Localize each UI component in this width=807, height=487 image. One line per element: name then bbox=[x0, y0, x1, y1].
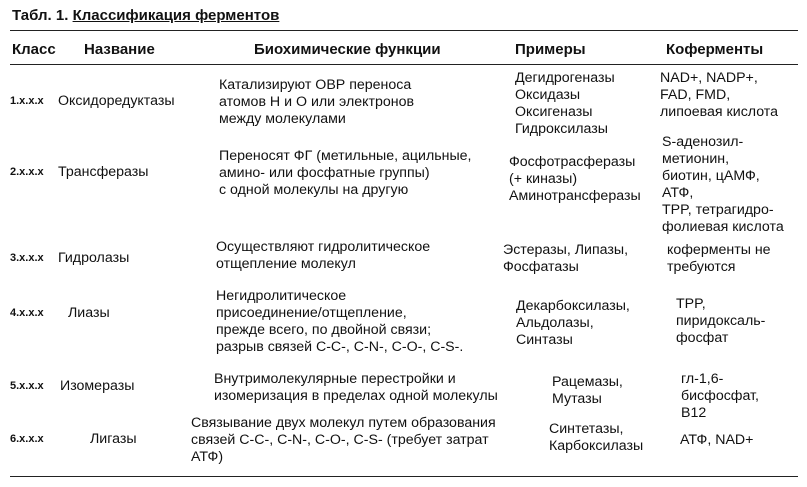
row-5-name: Изомеразы bbox=[60, 378, 135, 394]
coenzyme-line: TPP, тетрагидро- bbox=[662, 202, 774, 218]
example-line: Дегидрогеназы bbox=[515, 70, 615, 86]
header-functions: Биохимические функции bbox=[254, 41, 441, 58]
coenzyme-line: S-аденозил- bbox=[662, 134, 744, 150]
row-5-examples bbox=[552, 374, 623, 408]
row-4-examples bbox=[516, 298, 630, 349]
row-6-function bbox=[191, 415, 496, 466]
coenzyme-line: пиридоксаль- bbox=[676, 313, 766, 329]
function-line: между молекулами bbox=[219, 111, 346, 127]
function-line: прежде всего, по двойной связи; bbox=[216, 322, 432, 338]
coenzyme-line: фолиевая кислота bbox=[662, 219, 784, 235]
row-5-code: 5.x.x.x bbox=[10, 380, 44, 392]
row-6-code: 6.x.x.x bbox=[10, 433, 44, 445]
function-line: с одной молекулы на другую bbox=[219, 182, 409, 198]
header-coenzymes: Коферменты bbox=[666, 41, 764, 58]
function-line: Связывание двух молекул путем образования bbox=[191, 415, 496, 431]
coenzyme-line: гл-1,6- bbox=[681, 371, 724, 387]
row-5-function bbox=[214, 371, 498, 405]
example-line: Альдолазы, bbox=[516, 315, 594, 331]
row-2-name: Трансферазы bbox=[58, 164, 149, 180]
row-4-coenzymes bbox=[676, 296, 765, 347]
function-line: Переносят ФГ (метильные, ацильные, bbox=[219, 148, 472, 164]
coenzyme-line: NAD+, NADP+, bbox=[660, 70, 758, 86]
example-line: Рацемазы, bbox=[552, 374, 623, 390]
function-line: присоединение/отщепление, bbox=[216, 305, 407, 321]
example-line: Мутазы bbox=[552, 391, 602, 407]
row-3-function bbox=[216, 239, 430, 273]
example-line: Оксигеназы bbox=[515, 104, 593, 120]
row-3-coenzymes bbox=[667, 242, 771, 276]
row-5-coenzymes bbox=[681, 371, 759, 422]
row-3-code: 3.x.x.x bbox=[10, 252, 44, 264]
coenzyme-line: FAD, FMD, bbox=[660, 87, 731, 103]
coenzyme-line: требуются bbox=[667, 259, 736, 275]
function-line: АТФ) bbox=[191, 449, 224, 465]
example-line: Синтазы bbox=[516, 332, 573, 348]
header-top-rule bbox=[10, 30, 798, 31]
coenzyme-line: фосфат bbox=[676, 330, 729, 346]
row-1-coenzymes bbox=[660, 70, 778, 121]
row-1-examples bbox=[515, 70, 615, 138]
function-line: Негидролитическое bbox=[216, 288, 347, 304]
row-3-examples bbox=[503, 242, 628, 276]
row-2-code: 2.x.x.x bbox=[10, 166, 44, 178]
table-label: Табл. 1. bbox=[12, 7, 69, 24]
coenzyme-line: В12 bbox=[681, 405, 707, 421]
row-4-code: 4.x.x.x bbox=[10, 307, 44, 319]
header-bottom-rule bbox=[10, 64, 798, 65]
example-line: Эстеразы, Липазы, bbox=[503, 242, 629, 258]
coenzyme-line: TPP, bbox=[676, 296, 706, 312]
example-line: (+ киназы) bbox=[509, 171, 578, 187]
table-title bbox=[12, 7, 279, 24]
row-1-name: Оксидоредуктазы bbox=[58, 93, 175, 109]
example-line: Синтетазы, bbox=[549, 421, 624, 437]
header-name: Название bbox=[84, 41, 155, 58]
header-class: Класс bbox=[12, 41, 56, 58]
coenzyme-line: АТФ, NAD+ bbox=[680, 432, 754, 448]
coenzyme-line: АТФ, bbox=[662, 185, 694, 201]
row-6-name: Лигазы bbox=[90, 431, 137, 447]
row-4-function bbox=[216, 288, 463, 356]
function-line: Внутримолекулярные перестройки и bbox=[214, 371, 456, 387]
coenzyme-line: метионин, bbox=[662, 151, 730, 167]
function-line: амино- или фосфатные группы) bbox=[219, 165, 430, 181]
example-line: Оксидазы bbox=[515, 87, 581, 103]
table-bottom-rule bbox=[10, 476, 798, 477]
function-line: разрыв связей С-С-, С-N-, С-О-, С-S-. bbox=[216, 339, 464, 355]
row-6-coenzymes bbox=[680, 432, 753, 449]
coenzyme-line: липоевая кислота bbox=[660, 104, 779, 120]
example-line: Гидроксилазы bbox=[515, 121, 608, 137]
row-3-name: Гидролазы bbox=[58, 250, 130, 266]
function-line: атомов Н и О или электронов bbox=[219, 94, 415, 110]
row-2-function bbox=[219, 148, 472, 199]
function-line: Осуществляют гидролитическое bbox=[216, 239, 431, 255]
row-1-code: 1.x.x.x bbox=[10, 95, 44, 107]
example-line: Декарбоксилазы, bbox=[516, 298, 630, 314]
coenzyme-line: биотин, цАМФ, bbox=[662, 168, 760, 184]
function-line: Катализируют ОВР переноса bbox=[219, 77, 412, 93]
row-6-examples bbox=[549, 421, 643, 455]
example-line: Аминотрансферазы bbox=[509, 188, 641, 204]
coenzyme-line: коферменты не bbox=[667, 242, 771, 258]
example-line: Фосфатазы bbox=[503, 259, 579, 275]
function-line: связей С-С-, С-N-, С-О-, С-S- (требует затрат bbox=[191, 432, 489, 448]
row-2-examples bbox=[509, 154, 641, 205]
example-line: Фосфотрасферазы bbox=[509, 154, 636, 170]
table-caption: Классификация ферментов bbox=[72, 7, 280, 24]
function-line: изомеризация в пределах одной молекулы bbox=[214, 388, 498, 404]
row-2-coenzymes bbox=[662, 134, 784, 236]
header-examples: Примеры bbox=[515, 41, 586, 58]
example-line: Карбоксилазы bbox=[549, 438, 644, 454]
row-4-name: Лиазы bbox=[68, 305, 110, 321]
function-line: отщепление молекул bbox=[216, 256, 356, 272]
coenzyme-line: бисфосфат, bbox=[681, 388, 759, 404]
row-1-function bbox=[219, 77, 414, 128]
